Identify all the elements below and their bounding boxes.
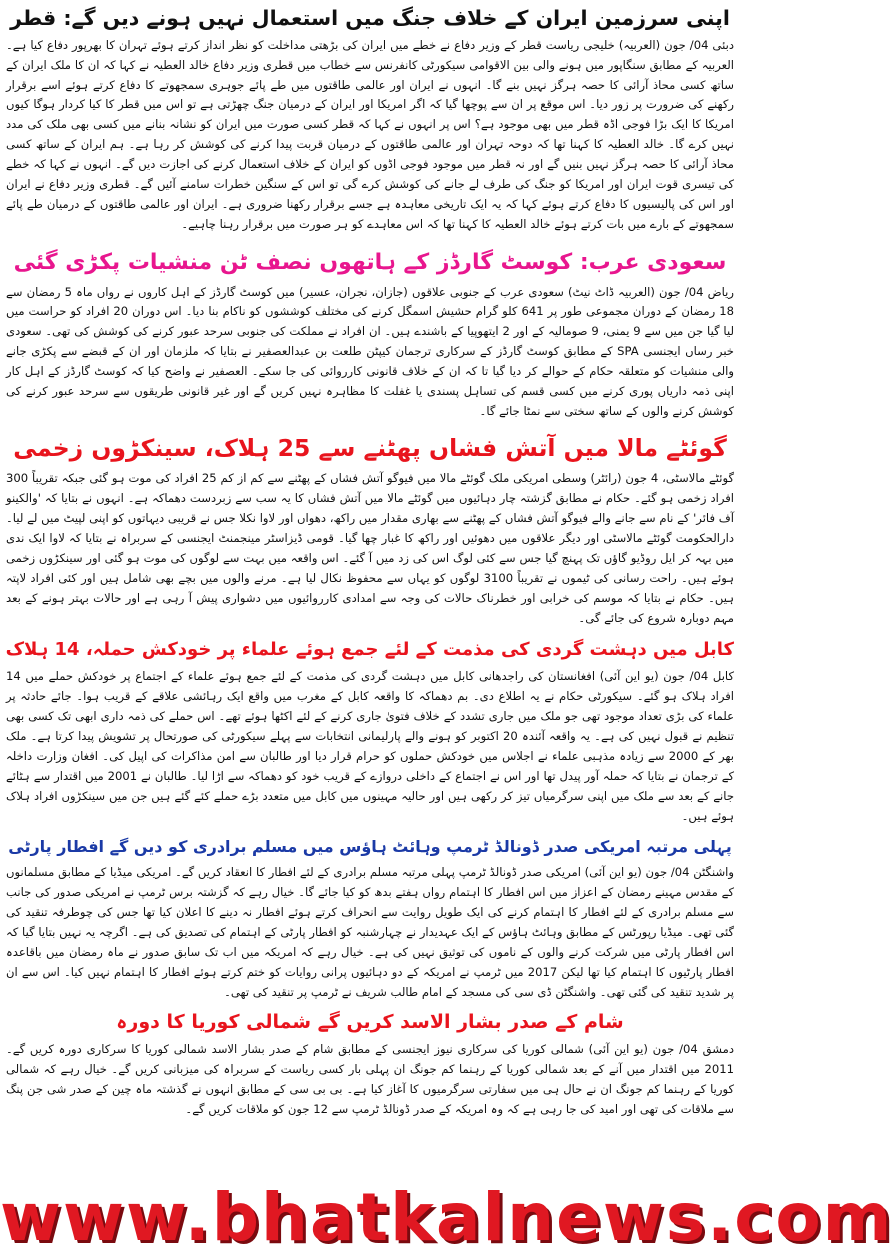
article-6-body: دمشق 04/ جون (یو این آئی) شمالی کوریا کی سرکاری نیوز ایجنسی کے مطابق شام کے صدر بشار الاسد شمالی کوریا کا سرکاری دورہ کریں گے۔ 2011 میں اقتدار میں آنے کے بعد شمالی کوریا کے رہنما کم جونگ ان پہلی بار کسی ریاست کے سربراہ کی میزبانی کریں گے۔ خیال رہے کہ شمالی کوریا کے رہنما کم جونگ ان نے حال ہی میں سفارتی سرگرمیوں کا آغاز کیا ہے۔ بی بی سی کے مطابق انہوں نے گذشتہ ماہ چین کے صدر شی جن پنگ سے ملاقات کی تھی اور امید کی جا رہی ہے کہ وہ امریکہ کے صدر ڈونالڈ ٹرمپ سے 12 جون کو ملاقات کریں گے۔ xyxy=(6,1042,734,1117)
article-2-body: ریاض 04/ جون (العربیہ ڈاٹ نیٹ) سعودی عرب کے جنوبی علاقوں (جازان، نجران، عسیر) میں کوسٹ گارڈز کے اہل کاروں نے رواں ماہ 5 رمضان سے 18 رمضان کے دوران مجموعی طور پر 641 کلو گرام حشیش اسمگل کرنے کی مختلف کوششوں کو ناکام بنا دیا۔ اس دوران 20 افراد کو حراست میں لیا گیا جن میں سے 9 یمنی، 9 صومالیہ کے اور 2 ایتھوپیا کے باشندے ہیں۔ ان افراد نے مملکت کی جنوبی سرحد عبور کرنے کی کوشش کی تھی۔ سعودی خبر رساں ایجنسی SPA کے مطابق کوسٹ گارڈز کے سرکاری ترجمان کیپٹن طلعت بن عبدالعصفیر نے بتایا کہ ملزمان اور ان کے قبضے سے پکڑی جانے والی منشیات کو متعلقہ حکام کے حوالے کر دیا گیا تا کہ ان کے خلاف قانونی کارروائی کی جا سکے۔ العصفیر نے واضح کیا کہ کوسٹ گارڈز کے اہل کار اپنی ذمہ داریاں پوری کرنے میں کسی قسم کی تساہل پسندی یا غفلت کا مظاہرہ نہیں کریں گے اور غیر قانونی طریقوں سے سرحد عبور کرنے کی کوشش کرنے والوں کے ساتھ سختی سے نمٹا جائے گا۔ xyxy=(6,284,734,419)
article-2-headline: سعودی عرب: کوسٹ گارڈز کے ہاتھوں نصف ٹن منشیات پکڑی گئی xyxy=(13,250,727,275)
article-4-headline: کابل میں دہشت گردی کی مذمت کے لئے جمع ہوئے علماء پر خودکش حملہ، 14 ہلاک xyxy=(5,638,734,660)
article-1-headline: اپنی سرزمین ایران کے خلاف جنگ میں استعمال نہیں ہونے دیں گے: قطر xyxy=(10,6,730,30)
article-4-body: کابل 04/ جون (یو این آئی) افغانستان کی راجدھانی کابل میں دہشت گردی کی مذمت کے لئے جمع ہوئے علماء کے اجتماع پر خودکش حملے میں 14 افراد ہلاک ہو گئے۔ سیکورٹی حکام نے یہ اطلاع دی۔ بم دھماکہ کا واقعہ کابل کے مغرب میں واقع ایک رہائشی علاقے کے قریب ہوا۔ جائے حادثہ پر علماء کی بڑی تعداد موجود تھی جو ملک میں جاری تشدد کے خلاف فتویٰ جاری کرنے کے لئے اکٹھا ہوئے تھے۔ اس حملے کی ذمہ داری ابھی تک کسی بھی تنظیم نے قبول نہیں کی ہے۔ یہ واقعہ آئندہ 20 اکتوبر کو ہونے والے پارلیمانی انتخابات سے پہلے سیکورٹی کی صورتحال پر تشویش پیدا کرتا ہے۔ ملک بھر کے 2000 سے زیادہ مذہبی علماء نے اجلاس میں خودکش حملوں کو حرام قرار دیا اور طالبان سے امن مذاکرات کی اپیل کی۔ افغان وزارت داخلہ کے ترجمان نے بتایا کہ حملہ آور پیدل تھا اور اس نے اجتماع کے داخلی دروازے کے قریب خود کو دھماکہ سے اڑا لیا۔ طالبان نے 2001 میں اقتدار سے ہٹائے جانے کے بعد سے ملک میں اپنی سرگرمیاں تیز کر رکھی ہیں اور حالیہ مہینوں میں کابل میں متعدد بڑے حملے کئے گئے ہیں جن میں سینکڑوں افراد ہلاک ہوئے ہیں۔ xyxy=(6,669,735,823)
article-1-body: دبئی 04/ جون (العربیہ) خلیجی ریاست قطر کے وزیر دفاع نے خطے میں ایران کی بڑھتی مداخلت کو نظر انداز کرتے ہوئے تہران کا بھرپور دفاع کیا ہے۔ العربیہ کے مطابق سنگاپور میں ہونے والی بین الاقوامی سیکورٹی کانفرنس سے خطاب میں قطری وزیر دفاع خالد العطیہ نے کہا کہ ان کا ملک ایران کے ساتھ کسی محاذ آرائی کا حصہ ہرگز نہیں بنے گا۔ انہوں نے ایران اور عالمی طاقتوں میں طے پائے جوہری سمجھوتے کا دفاع کرتے ہوئے اسے برقرار رکھنے کی ضرورت پر زور دیا۔ اس موقع پر ان سے پوچھا گیا کہ اگر امریکا اور ایران کے درمیان جنگ چھڑتی ہے تو اس میں قطر کا کیا کردار ہوگا کیوں امریکا کا ایک بڑا فوجی اڈہ قطر میں بھی موجود ہے؟ اس پر انہوں نے کہا کہ قطر کسی صورت میں ایران کو نشانہ بنانے میں کسی بھی ملک کی مدد نہیں کرے گا۔ خالد العطیہ کا کہنا تھا کہ دوحہ تہران اور عالمی طاقتوں کے درمیان قربت پیدا کرنے کی کوشش کر رہا ہے۔ ہم ایران کے ساتھ کسی محاذ آرائی کا حصہ ہرگز نہیں بنیں گے اور نہ قطر میں موجود فوجی اڈوں کو ایران کے خلاف استعمال کرنے کی اجازت دیں گے۔ انہوں نے کہا کہ خطے کی تیسری قوت ایران اور امریکا کو جنگ کی طرف لے جانے کی کوشش کرے گی تو اس کے سنگین خطرات سامنے آئیں گے۔ قطری وزیر دفاع نے ایران اور اس کی پالیسیوں کا دفاع کرتے ہوئے کہا کہ یہ ایک تاریخی معاہدہ ہے جسے برقرار رکھنا ضروری ہے۔ ایران اور عالمی طاقتوں کے درمیان طے پائے سمجھوتے کے بارے میں بات کرتے ہوئے خالد العطیہ کا کہنا تھا کہ اس معاہدے کو ہر صورت میں برقرار رہنا چاہیے۔ xyxy=(6,37,734,232)
article-3-headline: گوئٹے مالا میں آتش فشاں پھٹنے سے 25 ہلاک، سینکڑوں زخمی xyxy=(13,434,727,463)
article-6-headline: شام کے صدر بشار الاسد کریں گے شمالی کوریا کا دورہ xyxy=(116,1010,624,1033)
article-3-body: گوئٹے مالاسٹی، 4 جون (رائٹر) وسطی امریکی ملک گوئٹے مالا میں فیوگو آتش فشاں کے پھٹنے سے کم از کم 25 افراد کی موت ہو گئی جبکہ تقریباً 300 افراد زخمی ہو گئے۔ حکام نے مطابق گزشتہ چار دہائیوں میں گوئٹے مالا میں آتش فشاں کا یہ سب سے زبردست دھماکہ ہے۔ انہوں نے بتایا کہ 'والکینو آف فائر' کے نام سے جانے والے فیوگو آتش فشاں کے پھٹنے سے بھاری مقدار میں راکھ، دھواں اور لاوا نکلا جس نے قریبی دیہاتوں کو اپنی لپیٹ میں لے لیا۔ دارالحکومت گوئٹے مالاسٹی اور دیگر علاقوں میں دھوئیں اور راکھ کا غبار چھا گیا۔ قومی ڈیزاسٹر مینجمنٹ ایجنسی کے سربراہ نے بتایا کہ لاوا ایک ندی میں بہہ کر ایل روڈیو گاؤں تک پہنچ گیا جس سے کئی لوگ اس کی زد میں آ گئے۔ اس واقعہ میں بہت سے لوگوں کی موت ہو گئی اور سینکڑوں زخمی ہوئے ہیں۔ راحت رسانی کی ٹیموں نے تقریباً 3100 لوگوں کو یہاں سے محفوظ نکال لیا ہے۔ مرنے والوں میں بچے بھی شامل ہیں اور کئی افراد لاپتہ ہیں۔ حکام نے بتایا کہ موسم کی خرابی اور خطرناک حالات کی وجہ سے امدادی کارروائیوں میں دشواری پیش آ رہی ہے اور حالات بہتر ہونے کے بعد مہم دوبارہ شروع کی جائے گی۔ xyxy=(6,471,734,625)
article-5-body: واشنگٹن 04/ جون (یو این آئی) امریکی صدر ڈونالڈ ٹرمپ پہلی مرتبہ مسلم برادری کے لئے افطار کا انعقاد کریں گے۔ امریکی میڈیا کے مطابق مسلمانوں کے مقدس مہینے رمضان کے اعزاز میں اس افطار کا اہتمام رواں ہفتے بدھ کو کیا جائے گا۔ خیال رہے کہ گزشتہ برس ٹرمپ نے امریکی صدور کی جانب سے مسلم برادری کے لئے افطار کا اہتمام کرنے کی ایک طویل روایت سے انحراف کرتے ہوئے افطار نہ دینے کا اعلان کیا تھا جس کی چوطرفہ تنقید کی گئی تھی۔ میڈیا رپورٹس کے مطابق وہائٹ ہاؤس کے ایک عہدیدار نے چہارشنبہ کو افطار پارٹی کے اہتمام کی تصدیق کی ہے۔ اگرچہ یہ نہیں بتایا گیا کہ اس افطار پارٹی میں شرکت کرنے والوں کے ناموں کی توثیق نہیں کی ہے۔ خیال رہے کہ امریکہ میں اب تک سابق صدور نے ماہ رمضان میں باقاعدہ افطار پارٹیوں کا اہتمام کیا تھا لیکن 2017 میں ٹرمپ نے امریکہ کے دو دہائیوں پرانی روایات کو ختم کرتے ہوئے افطار کا اہتمام نہیں کیا۔ اس سے ان پر شدید تنقید کی گئی تھی۔ واشنگٹن ڈی سی کی مسجد کے امام طالب شریف نے ٹرمپ پر تنقید کی تھی۔ xyxy=(6,864,734,999)
site-watermark: www.bhatkalnews.com xyxy=(0,1179,893,1256)
article-5-headline: پہلی مرتبہ امریکی صدر ڈونالڈ ٹرمپ وہائٹ ہاؤس میں مسلم برادری کو دیں گے افطار پارٹی xyxy=(8,836,732,856)
